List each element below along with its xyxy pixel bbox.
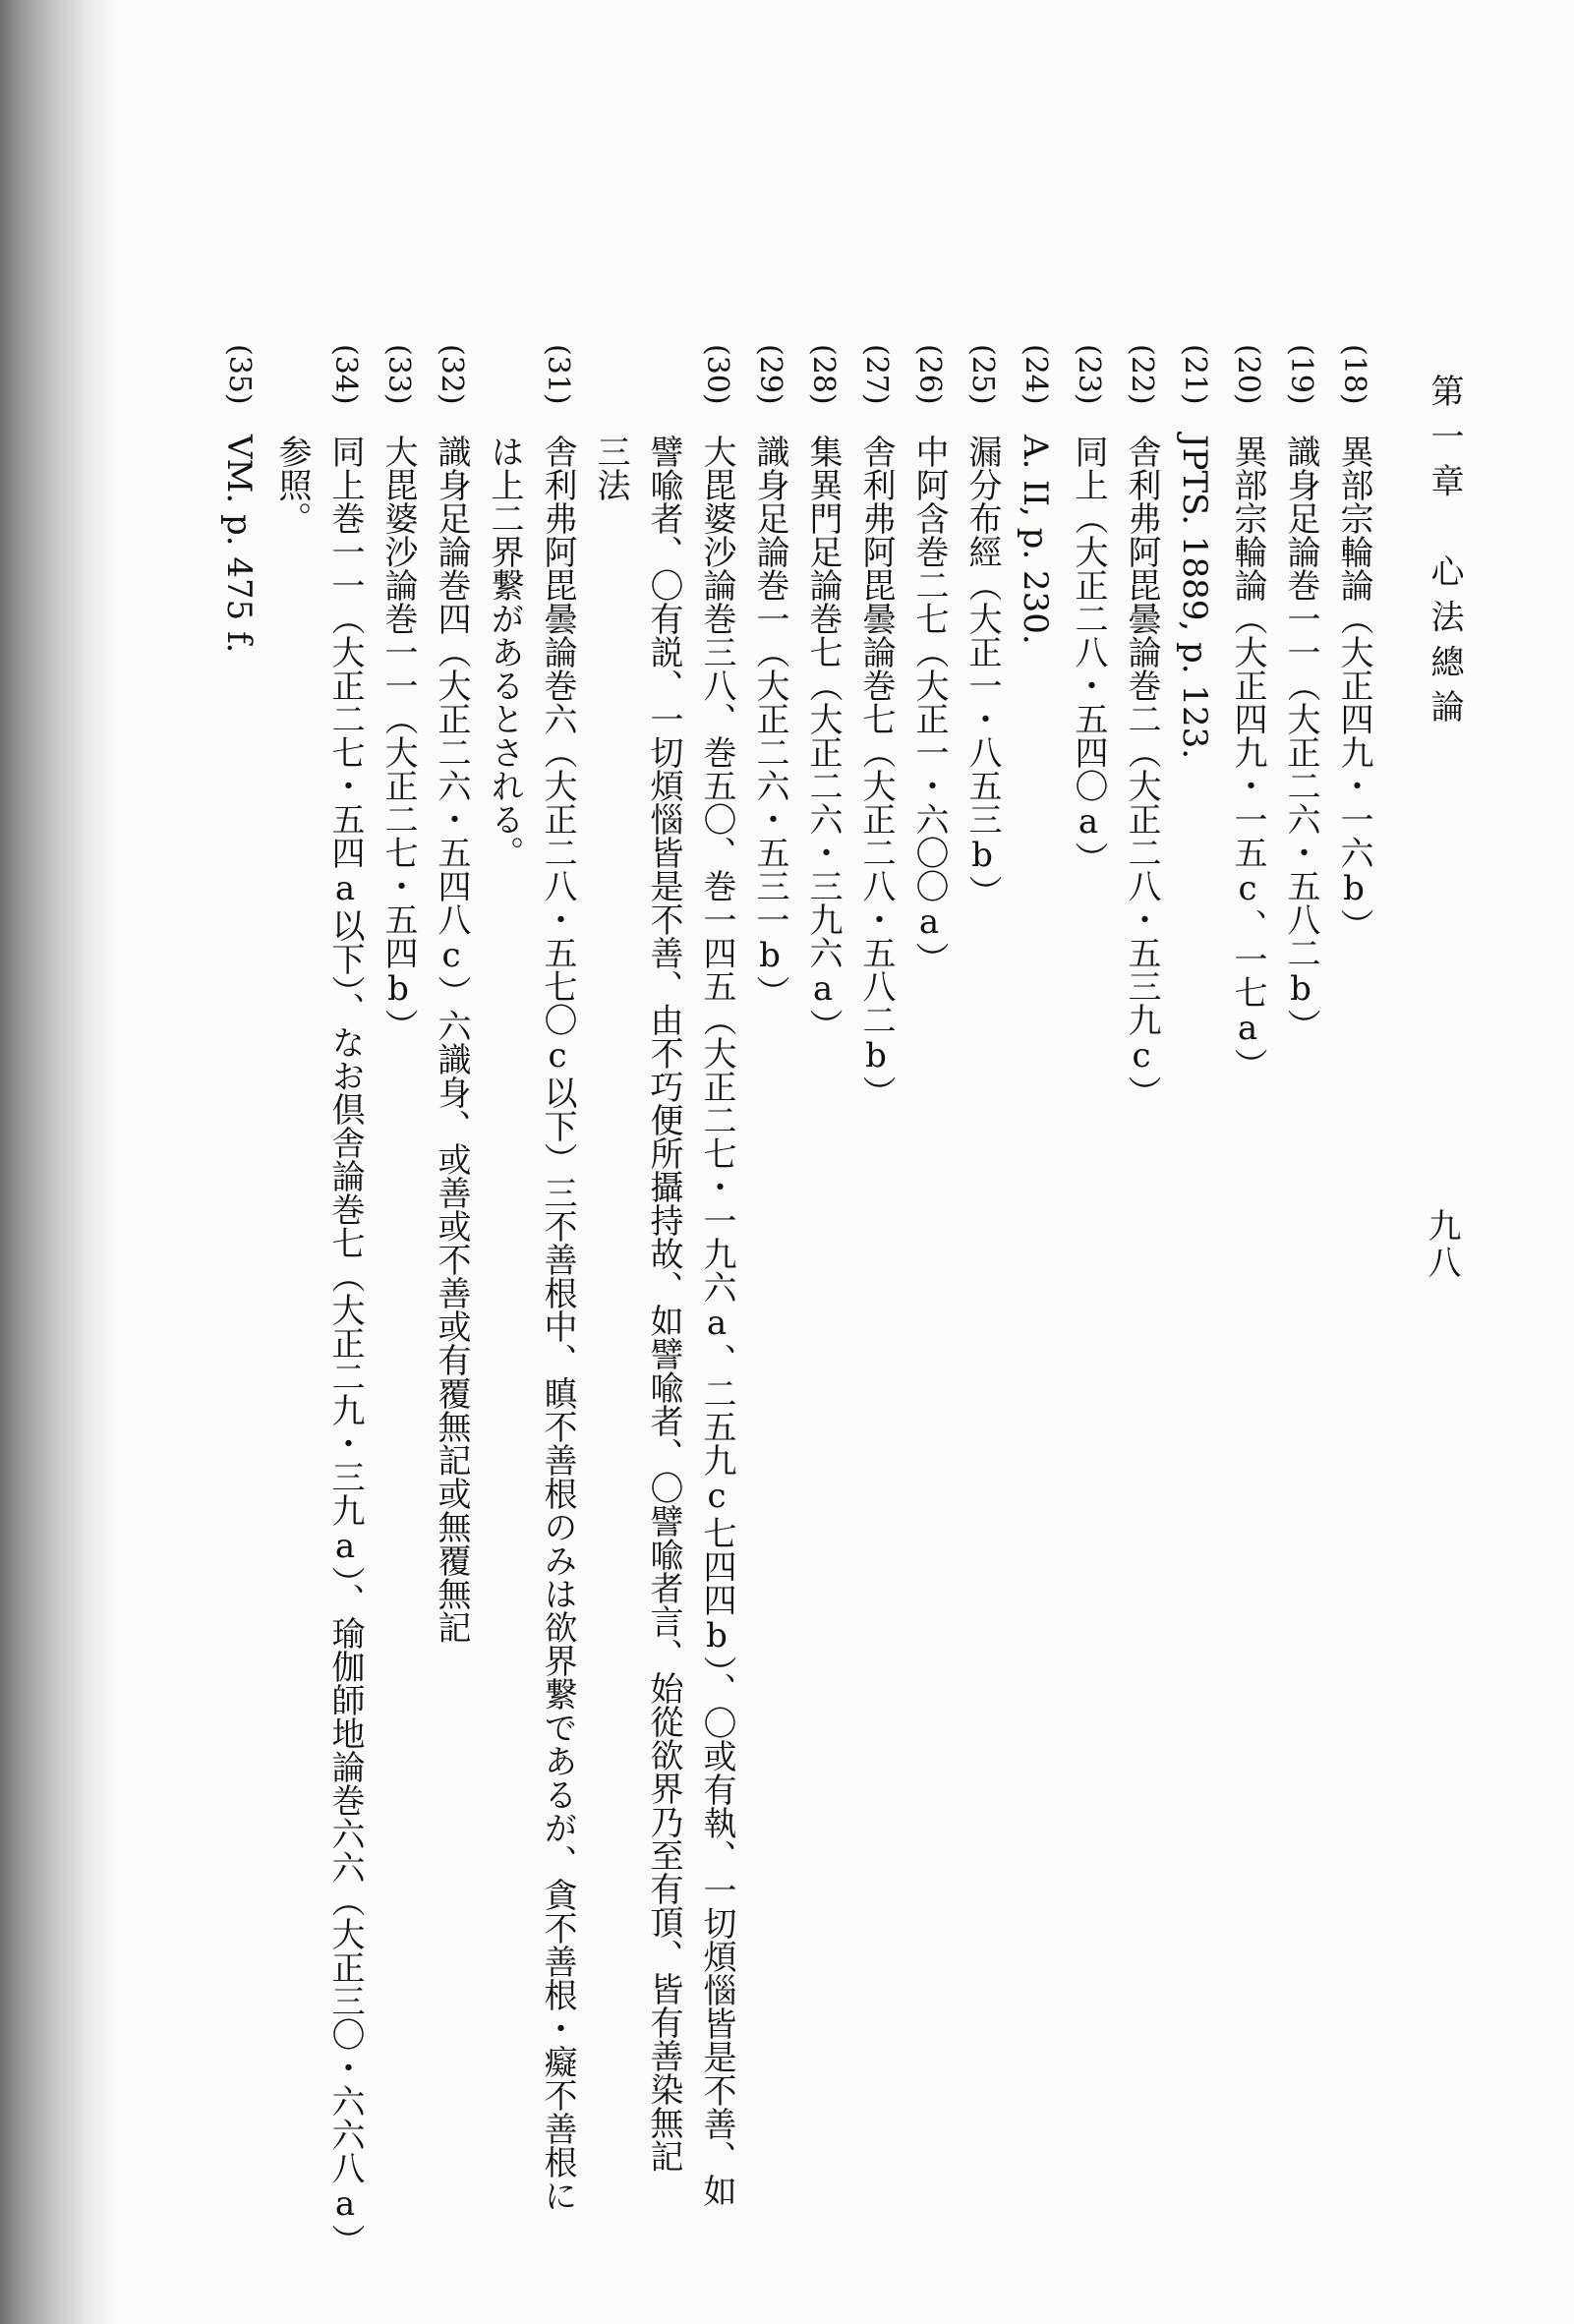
note-text: JPTS. 1889, p. 123. [1175,435,1214,760]
note-text: 中阿含巻二七（大正一・六〇〇a） [909,435,949,975]
note-text: 舎利弗阿毘曇論巻二（大正二八・五三九c） [1122,435,1161,1109]
header-column [1418,344,1471,2094]
note-continuation-line [265,344,319,2094]
note-number: (33) [381,344,416,405]
note-number: (29) [753,344,787,405]
note-text: A. II, p. 230. [1016,435,1055,645]
note-line [372,344,425,2094]
note-number: (30) [700,344,734,405]
note-text: 大毘婆沙論巻三八、巻五〇、巻一四五（大正二七・一九六a、二五九c七四四b）、〇或有執、一切煩惱皆是不善、如 [697,435,736,2207]
note-text: 参照。 [272,435,312,535]
note-text: 舎利弗阿毘曇論巻六（大正二八・五七〇c以下）三不善根中、瞋不善根のみは欲界繋であるが、貪不善根・癡不善根に [538,435,577,2212]
page-number: 九八 [1422,1208,1461,1282]
note-line [1009,344,1062,2094]
note-number: (35) [222,344,257,405]
note-line [212,344,265,2094]
note-text: 識身足論巻四（大正二六・五四八c）六識身、或善或不善或有覆無記或無覆無記 [432,435,471,1644]
note-number: (34) [328,344,363,405]
note-number: (32) [435,344,469,405]
note-line [690,344,743,2207]
note-line [531,344,584,2212]
note-continuation-line [584,344,637,2094]
notes-page [212,344,1471,2257]
note-number: (25) [965,344,1000,405]
note-number: (21) [1178,344,1212,405]
note-text: VM. p. 475 f. [219,435,259,654]
note-number: (18) [1337,344,1371,405]
note-line [849,344,903,2094]
note-text: 譬喩者、〇有説、一切煩惱皆是不善、由不巧便所攝持故、如譬喩者、〇譬喩者言、始從欲界乃至有頂、皆有善染無記 [644,435,683,2173]
note-line [1062,344,1115,2094]
note-text: 漏分布經（大正一・八五三b） [962,435,1002,908]
note-number: (28) [806,344,841,405]
note-line [1168,344,1221,2094]
note-line [903,344,956,2094]
note-text: 識身足論巻一（大正二六・五三一b） [750,435,789,1009]
note-number: (20) [1231,344,1265,405]
notes-list [212,344,1380,2257]
note-text: 異部宗輪論（大正四九・一六b） [1334,435,1373,942]
note-text: 識身足論巻一一（大正二六・五八二b） [1281,435,1320,1042]
note-line [743,344,796,2094]
note-number: (26) [912,344,947,405]
note-number: (24) [1019,344,1053,405]
note-line [956,344,1009,2094]
note-line [425,344,478,2094]
note-text: は上二界繋があるとされる。 [485,435,524,869]
note-text: 同上（大正二八・五四〇a） [1069,435,1108,875]
note-text: 集異門足論巻七（大正二六・三九六a） [803,435,843,1042]
chapter-title: 第一章 心法總論 [1425,374,1464,735]
note-text: 同上巻一一（大正二七・五四a以下）、なお倶舎論巻七（大正二九・三九a）、瑜伽師地論巻六六（大正三〇・六六八a） [325,435,365,2257]
scan-shadow [0,0,118,2324]
note-line [796,344,849,2094]
note-line [1115,344,1168,2094]
note-text: 三法 [591,435,630,501]
note-number: (31) [541,344,575,405]
note-text: 異部宗輪論（大正四九・一五c、一七a） [1228,435,1267,1081]
note-number: (22) [1125,344,1159,405]
note-number: (19) [1284,344,1318,405]
note-line [319,344,372,2257]
note-number: (27) [859,344,894,405]
note-text: 大毘婆沙論巻一一（大正二七・五四b） [379,435,418,1042]
note-continuation-line [478,344,531,2094]
note-line [1221,344,1274,2094]
note-line [1274,344,1327,2094]
note-number: (23) [1072,344,1106,405]
note-line [1327,344,1380,2094]
note-text: 舎利弗阿毘曇論巻七（大正二八・五八二b） [856,435,896,1109]
note-continuation-line [637,344,690,2173]
